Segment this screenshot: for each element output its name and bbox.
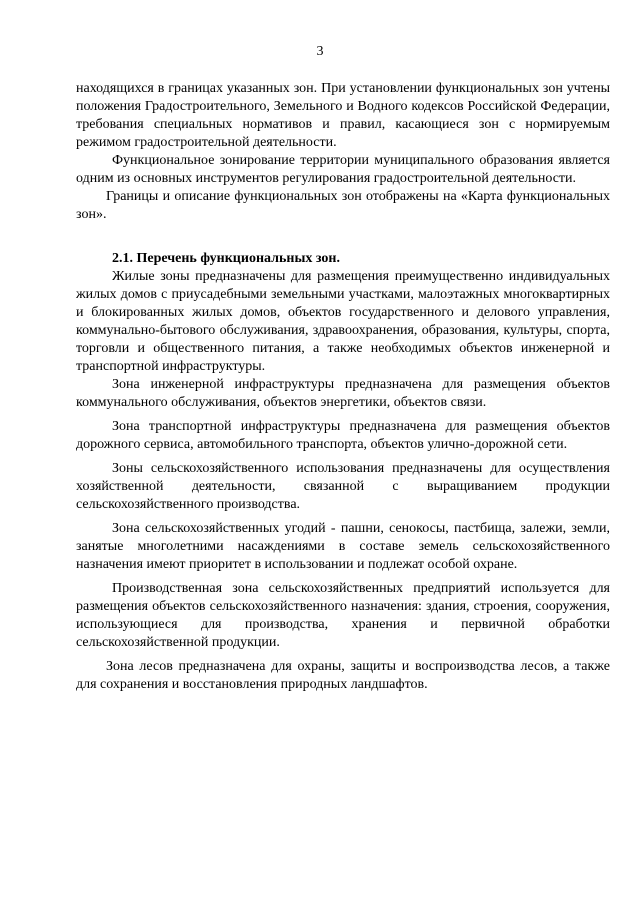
paragraph-agricultural-land-zone: Зона сельскохозяйственных угодий - пашни, сенокосы, пастбища, залежи, земли, занятые многолетними насаждениями в составе земель сельскохозяйственного назначения имеют приоритет в использовании и подлежат особой охране.	[76, 521, 610, 572]
paragraph-residential-zones: Жилые зоны предназначены для размещения преимущественно индивидуальных жилых домов с приусадебными земельными участками, малоэтажных многоквартирных и блокированных жилых домов, объектов государственного и делового управления, коммунально-бытового обслуживания, здравоохранения, образования, культуры, спорта, торговли и общественного питания, а также необходимых объектов инженерной и транспортной инфраструктуры.	[76, 269, 610, 374]
paragraph-production-zone: Производственная зона сельскохозяйственных предприятий используется для размещения объектов сельскохозяйственного назначения: здания, строения, сооружения, использующиеся для производства, хранения и первичной обработки сельскохозяйственной продукции.	[76, 581, 610, 650]
paragraph-functional-zoning: Функциональное зонирование территории муниципального образования является одним из основных инструментов регулирования градостроительной деятельности.	[76, 153, 610, 186]
paragraph-engineering-zone: Зона инженерной инфраструктуры предназначена для размещения объектов коммунального обслуживания, объектов энергетики, объектов связи.	[76, 377, 610, 410]
paragraph-zone-boundaries: находящихся в границах указанных зон. При установлении функциональных зон учтены положения Градостроительного, Земельного и Водного кодексов Российской Федерации, требования специальных нормативов и правил, касающиеся зон с нормируемым режимом градостроительной деятельности.	[76, 81, 610, 150]
page-number: 3	[316, 44, 324, 59]
paragraph-zone-map: Границы и описание функциональных зон отображены на «Карта функциональных зон».	[76, 189, 610, 222]
document-body	[76, 80, 610, 694]
paragraph-agricultural-use-zones: Зоны сельскохозяйственного использования предназначены для осуществления хозяйственной деятельности, связанной с выращиванием продукции сельскохозяйственного производства.	[76, 461, 610, 512]
section-heading: 2.1. Перечень функциональных зон.	[112, 251, 340, 266]
paragraph-forest-zone: Зона лесов предназначена для охраны, защиты и воспроизводства лесов, а также для сохранения и восстановления природных ландшафтов.	[76, 659, 610, 692]
paragraph-transport-zone: Зона транспортной инфраструктуры предназначена для размещения объектов дорожного сервиса, автомобильного транспорта, объектов улично-дорожной сети.	[76, 419, 610, 452]
